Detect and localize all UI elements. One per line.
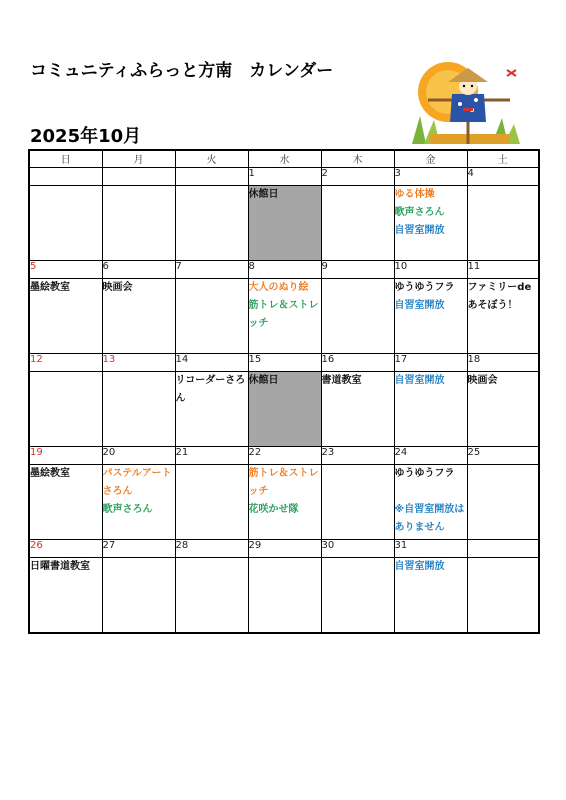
date-number: 8 <box>248 261 321 279</box>
date-number: 28 <box>175 540 248 558</box>
scarecrow-illustration <box>410 58 522 144</box>
day-cell <box>467 372 539 447</box>
date-number: 5 <box>29 261 102 279</box>
day-cell <box>175 465 248 540</box>
date-number: 19 <box>29 447 102 465</box>
closed-day-cell <box>248 186 321 261</box>
event-label: 墨絵教室 <box>30 282 70 293</box>
date-number: 10 <box>394 261 467 279</box>
event-label: 自習室開放 <box>394 561 445 572</box>
day-cell <box>175 186 248 261</box>
day-cell <box>29 186 102 261</box>
date-number: 15 <box>248 354 321 372</box>
date-number: 27 <box>102 540 175 558</box>
day-cell <box>175 279 248 354</box>
date-number: 14 <box>175 354 248 372</box>
day-cell <box>29 558 102 634</box>
day-cell <box>394 372 467 447</box>
day-cell <box>248 279 321 354</box>
weekday-sat: 土 <box>467 150 539 168</box>
date-number <box>175 168 248 186</box>
day-cell <box>29 372 102 447</box>
event-label: ゆうゆうフラ <box>394 282 455 293</box>
day-cell <box>248 465 321 540</box>
day-cell <box>394 279 467 354</box>
date-number: 26 <box>29 540 102 558</box>
day-cell <box>102 558 175 634</box>
date-number: 12 <box>29 354 102 372</box>
day-cell <box>175 558 248 634</box>
day-cell <box>467 186 539 261</box>
day-cell <box>29 279 102 354</box>
event-label: 墨絵教室 <box>30 468 70 479</box>
day-cell <box>321 279 394 354</box>
day-cell <box>467 279 539 354</box>
page-title: コミュニティふらっと方南 カレンダー <box>30 61 334 81</box>
day-cell <box>321 372 394 447</box>
day-cell <box>394 186 467 261</box>
events-row <box>29 279 539 354</box>
event-label: 花咲かせ隊 <box>248 504 299 515</box>
date-row <box>29 540 539 558</box>
weekday-fri: 金 <box>394 150 467 168</box>
date-number: 16 <box>321 354 394 372</box>
event-label: ゆる体操 <box>394 189 435 200</box>
event-label: 日曜書道教室 <box>30 561 90 572</box>
event-label: リコーダーさろん <box>175 375 246 404</box>
date-number <box>102 168 175 186</box>
day-cell <box>175 372 248 447</box>
event-label: 書道教室 <box>321 375 362 386</box>
date-number: 31 <box>394 540 467 558</box>
date-row <box>29 354 539 372</box>
date-number <box>467 540 539 558</box>
day-cell <box>102 279 175 354</box>
date-row <box>29 447 539 465</box>
date-number: 21 <box>175 447 248 465</box>
events-row <box>29 465 539 540</box>
day-cell <box>394 465 467 540</box>
day-cell <box>102 186 175 261</box>
event-label: ファミリーdeあそぼう！ <box>467 282 532 311</box>
date-row <box>29 261 539 279</box>
event-label: 大人のぬり絵 <box>248 282 309 293</box>
date-number: 1 <box>248 168 321 186</box>
date-number: 11 <box>467 261 539 279</box>
event-label: 自習室開放 <box>394 375 445 386</box>
date-number: 25 <box>467 447 539 465</box>
weekday-tue: 火 <box>175 150 248 168</box>
closed-day-cell <box>248 372 321 447</box>
day-cell <box>394 558 467 634</box>
date-number <box>29 168 102 186</box>
event-label: ゆうゆうフラ <box>394 468 455 479</box>
date-number: 4 <box>467 168 539 186</box>
day-cell <box>29 465 102 540</box>
date-number: 30 <box>321 540 394 558</box>
calendar-body <box>29 168 539 634</box>
date-number: 20 <box>102 447 175 465</box>
date-number: 9 <box>321 261 394 279</box>
events-row <box>29 186 539 261</box>
event-label: 自習室開放 <box>394 300 445 311</box>
weekday-wed: 水 <box>248 150 321 168</box>
day-cell <box>467 558 539 634</box>
day-cell <box>467 465 539 540</box>
event-label <box>395 483 467 501</box>
event-label: ※自習室開放はありません <box>394 504 465 533</box>
date-number: 18 <box>467 354 539 372</box>
date-number: 29 <box>248 540 321 558</box>
calendar-table <box>28 149 540 634</box>
date-number: 3 <box>394 168 467 186</box>
day-cell <box>321 186 394 261</box>
day-cell <box>321 558 394 634</box>
date-number: 22 <box>248 447 321 465</box>
day-cell <box>102 465 175 540</box>
event-label: 休館日 <box>248 189 279 200</box>
date-number: 6 <box>102 261 175 279</box>
event-label: 休館日 <box>248 375 279 386</box>
day-cell <box>321 465 394 540</box>
date-number: 24 <box>394 447 467 465</box>
event-label: 筋トレ＆ストレッチ <box>248 300 319 329</box>
event-label: 歌声さろん <box>394 207 445 218</box>
event-label: 自習室開放 <box>394 225 445 236</box>
date-number: 17 <box>394 354 467 372</box>
date-number: 7 <box>175 261 248 279</box>
event-label: パステルアートさろん <box>102 468 172 497</box>
date-number: 2 <box>321 168 394 186</box>
event-label: 映画会 <box>467 375 498 386</box>
event-label: 映画会 <box>102 282 133 293</box>
date-row <box>29 168 539 186</box>
date-number: 23 <box>321 447 394 465</box>
events-row <box>29 372 539 447</box>
event-label: 歌声さろん <box>102 504 153 515</box>
day-cell <box>102 372 175 447</box>
event-label: 筋トレ＆ストレッチ <box>248 468 319 497</box>
date-number: 13 <box>102 354 175 372</box>
events-row <box>29 558 539 634</box>
month-heading: 2025年10月 <box>30 126 142 147</box>
weekday-thu: 木 <box>321 150 394 168</box>
weekday-sun: 日 <box>29 150 102 168</box>
day-cell <box>248 558 321 634</box>
weekday-mon: 月 <box>102 150 175 168</box>
weekday-header-row <box>29 150 539 168</box>
